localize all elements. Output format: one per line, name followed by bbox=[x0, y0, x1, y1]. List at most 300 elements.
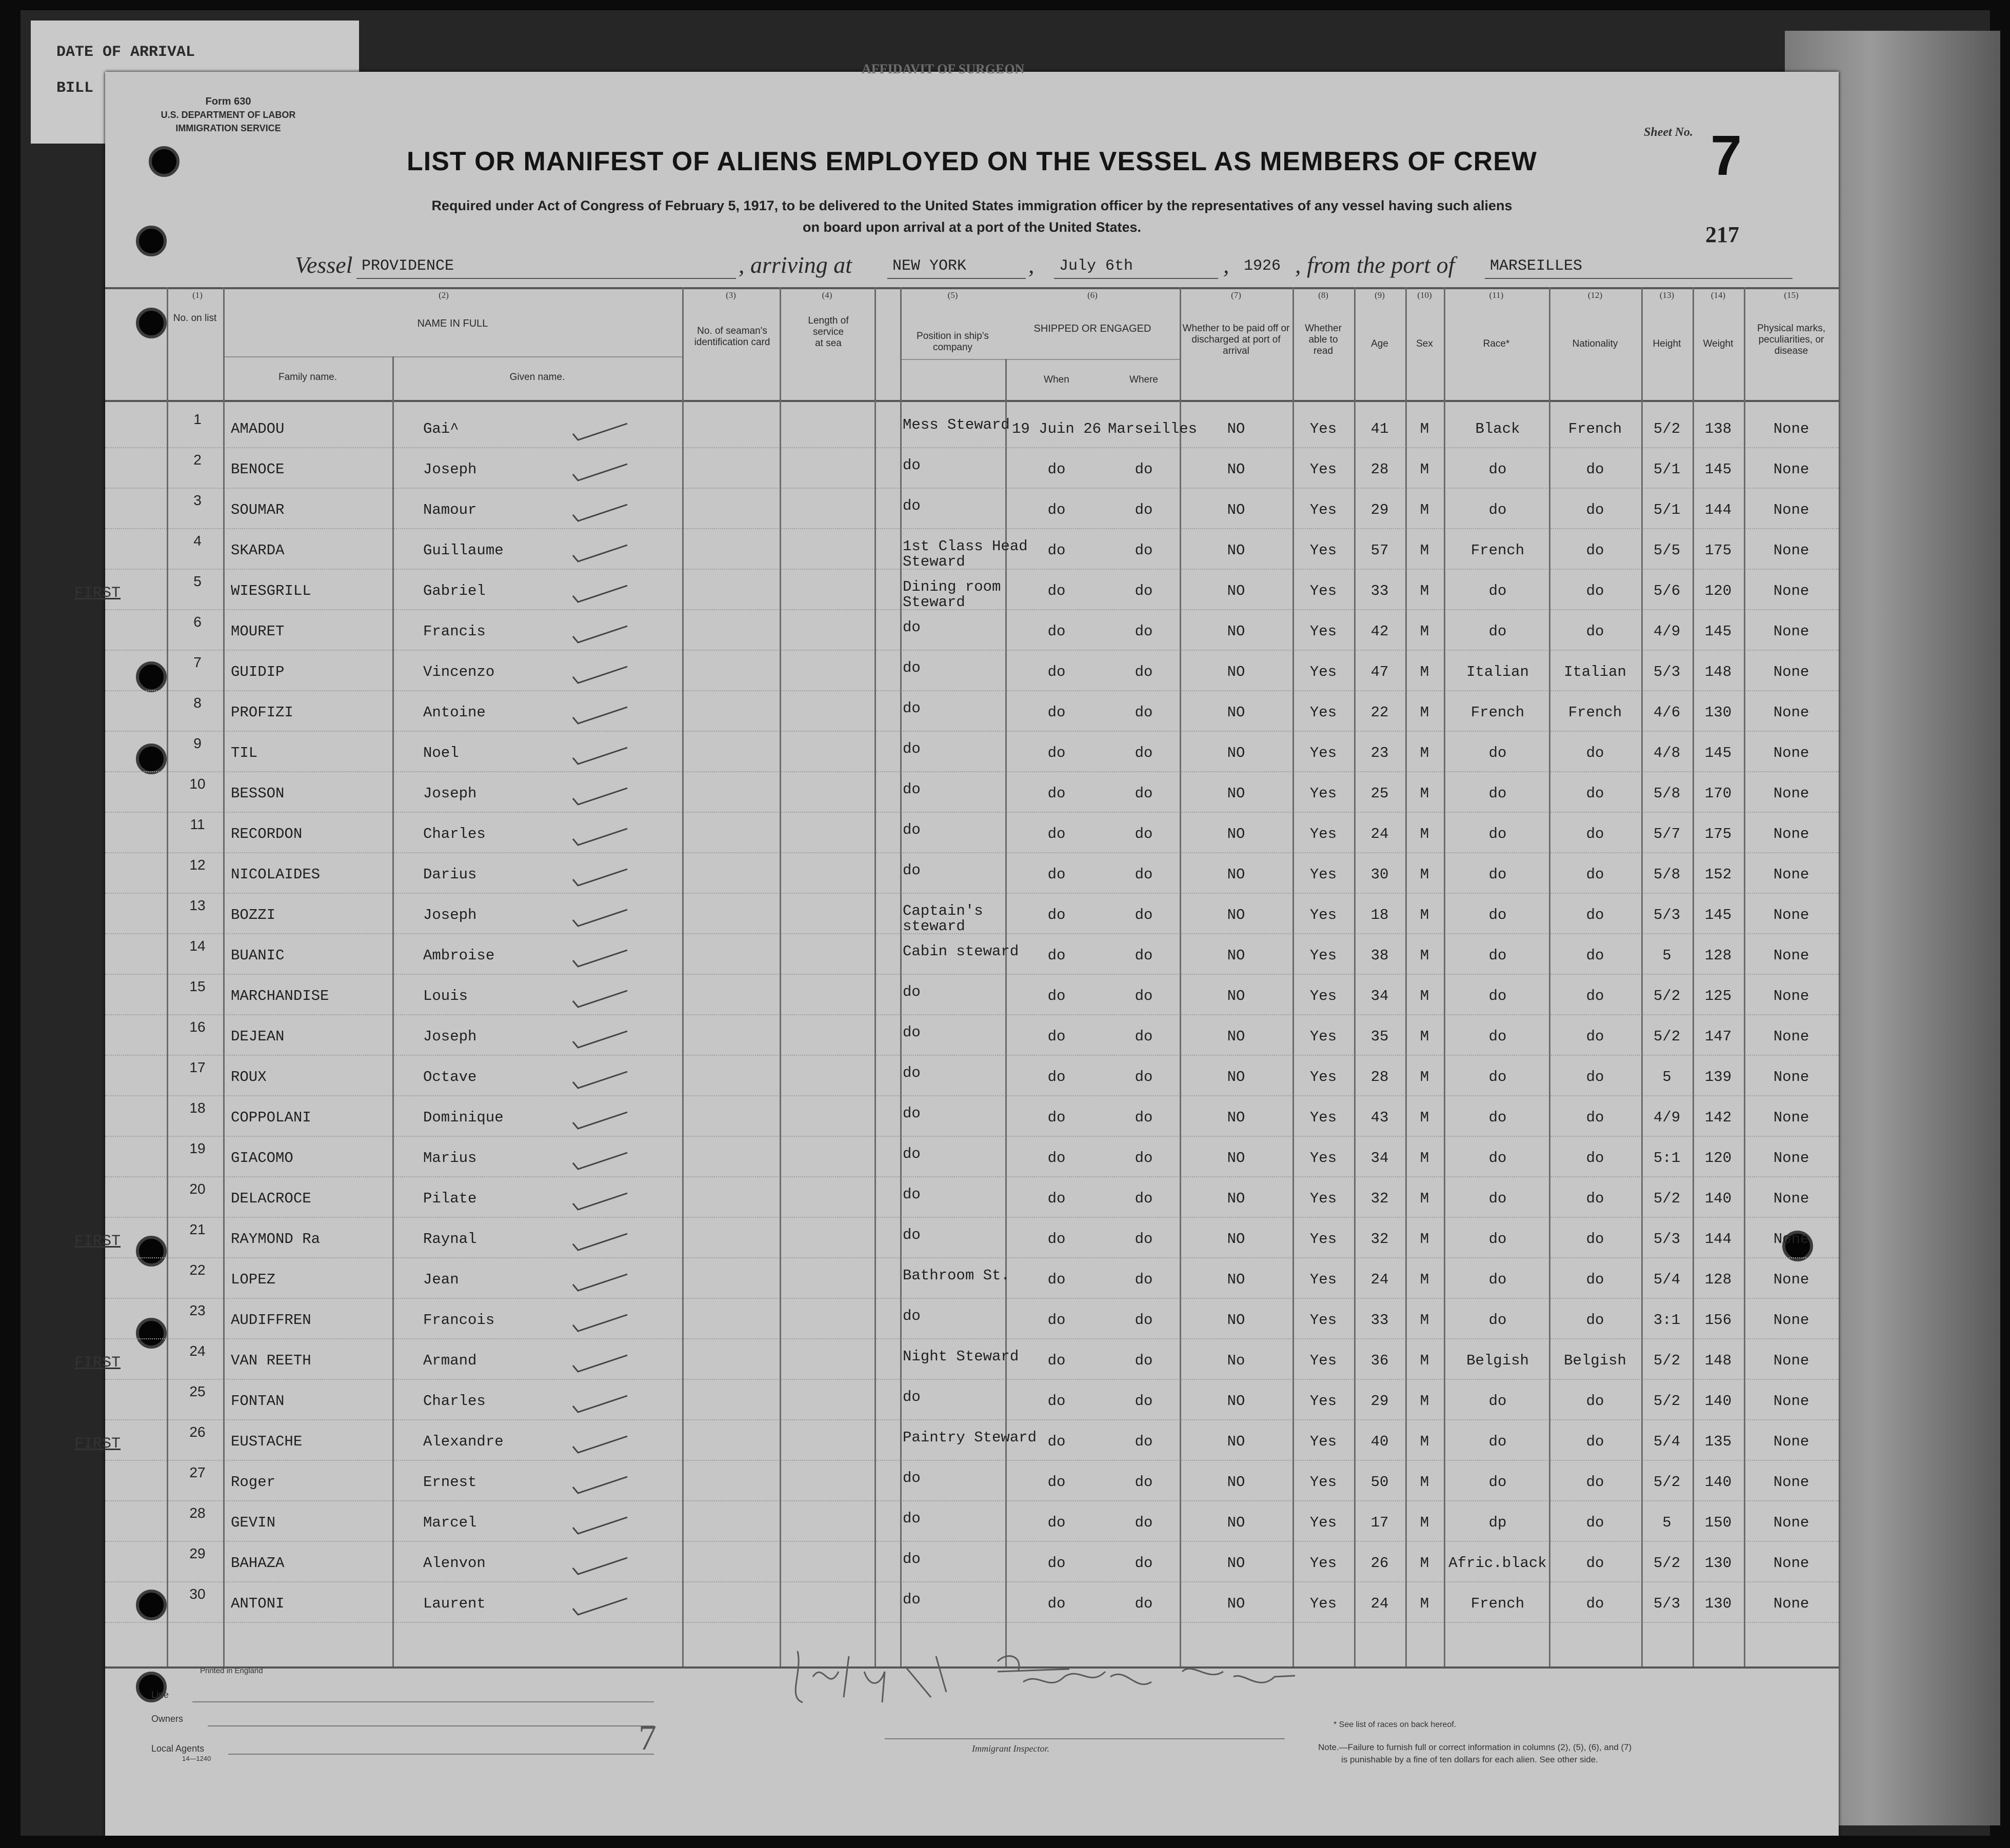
header-weight: Weight bbox=[1703, 338, 1734, 349]
arrival-date: July 6th bbox=[1059, 257, 1133, 275]
checkmark-icon bbox=[571, 1313, 632, 1333]
header-paid-off: Whether to be paid off or discharged at port of arrival bbox=[1182, 323, 1290, 356]
cell-race: do bbox=[1488, 1109, 1507, 1126]
sheet-label: Sheet No. bbox=[1644, 126, 1693, 139]
cell-race: do bbox=[1488, 1028, 1507, 1045]
col-number: (6) bbox=[1087, 290, 1098, 300]
cell-paid: NO bbox=[1227, 1231, 1245, 1248]
cell-paid: NO bbox=[1227, 826, 1245, 842]
col-number: (14) bbox=[1710, 290, 1726, 300]
row-number: 5 bbox=[193, 573, 202, 589]
cell-weight: 170 bbox=[1704, 785, 1732, 802]
cell-weight: 145 bbox=[1704, 623, 1732, 640]
col-number: (10) bbox=[1417, 290, 1432, 300]
cell-nat: do bbox=[1586, 1069, 1604, 1086]
cell-read: Yes bbox=[1309, 1474, 1337, 1491]
agents-rule bbox=[228, 1754, 654, 1755]
checkmark-icon bbox=[571, 665, 632, 685]
row-number: 27 bbox=[189, 1464, 206, 1480]
cell-family: VAN REETH bbox=[231, 1352, 311, 1369]
row-rule bbox=[105, 1581, 1839, 1582]
cell-marks: None bbox=[1773, 745, 1809, 761]
cell-weight: 120 bbox=[1704, 1150, 1732, 1167]
checkmark-icon bbox=[571, 462, 632, 483]
table-rule bbox=[105, 287, 1839, 289]
note-line1: Note.—Failure to furnish full or correct information in columns (2), (5), (6), and (7) bbox=[1318, 1742, 1632, 1752]
cell-marks: None bbox=[1773, 1069, 1809, 1086]
checkmark-icon bbox=[571, 908, 632, 928]
header-age: Age bbox=[1371, 338, 1388, 349]
cell-given: Charles bbox=[423, 1393, 486, 1410]
cell-paid: NO bbox=[1227, 1555, 1245, 1572]
cell-weight: 140 bbox=[1704, 1393, 1732, 1410]
cell-marks: None bbox=[1773, 1595, 1809, 1612]
cell-when: do bbox=[1047, 1028, 1066, 1045]
cell-age: 57 bbox=[1370, 542, 1389, 559]
cell-weight: 128 bbox=[1704, 947, 1732, 964]
owners-rule bbox=[208, 1725, 654, 1726]
cell-read: Yes bbox=[1309, 501, 1337, 518]
cell-sex: M bbox=[1420, 745, 1429, 761]
header-given-name: Given name. bbox=[509, 372, 565, 383]
checkmark-icon bbox=[571, 948, 632, 969]
cell-nat: do bbox=[1586, 582, 1604, 599]
cell-position: Bathroom St. bbox=[903, 1267, 1010, 1284]
cell-marks: None bbox=[1773, 1433, 1809, 1450]
cell-position: do bbox=[903, 457, 921, 474]
cell-read: Yes bbox=[1309, 542, 1337, 559]
cell-weight: 140 bbox=[1704, 1190, 1732, 1207]
cell-paid: NO bbox=[1227, 501, 1245, 518]
col-number: (1) bbox=[192, 290, 203, 300]
checkmark-icon bbox=[571, 1151, 632, 1171]
cell-race: dp bbox=[1488, 1514, 1507, 1531]
voyage-line bbox=[105, 251, 1839, 282]
cell-height: 5/2 bbox=[1653, 1393, 1681, 1410]
cell-sex: M bbox=[1420, 1069, 1429, 1086]
cell-when: do bbox=[1047, 501, 1066, 518]
cell-paid: NO bbox=[1227, 1190, 1245, 1207]
cell-read: Yes bbox=[1309, 745, 1337, 761]
cell-age: 30 bbox=[1370, 866, 1389, 883]
row-number: 22 bbox=[189, 1262, 206, 1278]
cell-where: do bbox=[1135, 1433, 1153, 1450]
cell-age: 34 bbox=[1370, 1150, 1389, 1167]
row-number: 4 bbox=[193, 533, 202, 549]
cell-weight: 120 bbox=[1704, 582, 1732, 599]
row-rule bbox=[105, 1379, 1839, 1380]
cell-given: Guillaume bbox=[423, 542, 504, 559]
cell-nat: do bbox=[1586, 907, 1604, 923]
cell-age: 29 bbox=[1370, 501, 1389, 518]
cell-height: 5/6 bbox=[1653, 582, 1681, 599]
cell-position: do bbox=[903, 983, 921, 1000]
cell-when: do bbox=[1047, 704, 1066, 721]
cell-nat: Belgish bbox=[1564, 1352, 1626, 1369]
cell-nat: do bbox=[1586, 1231, 1604, 1248]
cell-when: do bbox=[1047, 1312, 1066, 1329]
cell-nat: do bbox=[1586, 1514, 1604, 1531]
cell-position: do bbox=[903, 1308, 921, 1324]
cell-marks: None bbox=[1773, 1109, 1809, 1126]
cell-paid: NO bbox=[1227, 461, 1245, 478]
cell-where: do bbox=[1135, 501, 1153, 518]
cell-paid: NO bbox=[1227, 542, 1245, 559]
cell-sex: M bbox=[1420, 582, 1429, 599]
header-nationality: Nationality bbox=[1572, 338, 1618, 349]
cell-given: Joseph bbox=[423, 461, 477, 478]
cell-position: 1st Class Head Steward bbox=[903, 538, 1028, 570]
handwritten-page: 7 bbox=[639, 1718, 656, 1758]
cell-race: do bbox=[1488, 501, 1507, 518]
cell-given: Gai^ bbox=[423, 420, 459, 437]
cell-sex: M bbox=[1420, 1433, 1429, 1450]
row-rule bbox=[105, 812, 1839, 813]
cell-race: do bbox=[1488, 461, 1507, 478]
cell-height: 5/2 bbox=[1653, 1474, 1681, 1491]
cell-age: 17 bbox=[1370, 1514, 1389, 1531]
cell-marks: None bbox=[1773, 1514, 1809, 1531]
row-rule bbox=[105, 650, 1839, 651]
row-number: 8 bbox=[193, 695, 202, 711]
cell-race: do bbox=[1488, 907, 1507, 923]
cell-where: do bbox=[1135, 1231, 1153, 1248]
from-port: MARSEILLES bbox=[1490, 257, 1583, 275]
cell-nat: do bbox=[1586, 1150, 1604, 1167]
cell-age: 24 bbox=[1370, 1595, 1389, 1612]
cell-where: do bbox=[1135, 1514, 1153, 1531]
cell-given: Antoine bbox=[423, 704, 486, 721]
cell-marks: None bbox=[1773, 1312, 1809, 1329]
comma: , bbox=[1028, 252, 1034, 278]
cell-weight: 140 bbox=[1704, 1474, 1732, 1491]
cell-race: French bbox=[1470, 704, 1525, 721]
cell-family: FONTAN bbox=[231, 1393, 285, 1410]
cell-nat: do bbox=[1586, 1271, 1604, 1288]
cell-nat: do bbox=[1586, 745, 1604, 761]
cell-weight: 144 bbox=[1704, 1231, 1732, 1248]
cell-marks: None bbox=[1773, 866, 1809, 883]
cell-sex: M bbox=[1420, 947, 1429, 964]
cell-race: French bbox=[1470, 1595, 1525, 1612]
table-rule bbox=[223, 356, 682, 357]
cell-race: Italian bbox=[1466, 664, 1529, 680]
cell-family: SOUMAR bbox=[231, 501, 285, 518]
cell-height: 4/8 bbox=[1653, 745, 1681, 761]
header-no: No. on list bbox=[173, 313, 217, 324]
row-number: 9 bbox=[193, 735, 202, 751]
cell-family: ANTONI bbox=[231, 1595, 285, 1612]
cell-where: do bbox=[1135, 988, 1153, 1005]
cell-family: LOPEZ bbox=[231, 1271, 276, 1288]
cell-when: do bbox=[1047, 1352, 1066, 1369]
checkmark-icon bbox=[571, 1191, 632, 1212]
cell-paid: No bbox=[1227, 1352, 1245, 1369]
cell-paid: NO bbox=[1227, 1514, 1245, 1531]
cell-where: Marseilles bbox=[1108, 420, 1198, 437]
checkmark-icon bbox=[571, 786, 632, 807]
cell-where: do bbox=[1135, 907, 1153, 923]
cell-marks: None bbox=[1773, 501, 1809, 518]
cell-height: 5/4 bbox=[1653, 1271, 1681, 1288]
checkmark-icon bbox=[571, 1515, 632, 1536]
row-rule bbox=[105, 1298, 1839, 1299]
col-rule bbox=[1549, 287, 1550, 1666]
cell-sex: M bbox=[1420, 1352, 1429, 1369]
row-number: 29 bbox=[189, 1545, 206, 1561]
col-rule bbox=[1744, 287, 1745, 1666]
cell-nat: do bbox=[1586, 542, 1604, 559]
cell-where: do bbox=[1135, 1312, 1153, 1329]
service: IMMIGRATION SERVICE bbox=[175, 123, 281, 133]
cell-position: do bbox=[903, 740, 921, 757]
cell-family: MOURET bbox=[231, 623, 285, 640]
inspector-rule bbox=[885, 1738, 1285, 1739]
cell-age: 28 bbox=[1370, 1069, 1389, 1086]
row-rule bbox=[105, 974, 1839, 975]
cell-race: do bbox=[1488, 1312, 1507, 1329]
cell-height: 5/4 bbox=[1653, 1433, 1681, 1450]
cell-family: AUDIFFREN bbox=[231, 1312, 311, 1329]
cell-nat: do bbox=[1586, 826, 1604, 842]
cell-race: do bbox=[1488, 1150, 1507, 1167]
checkmark-icon bbox=[571, 705, 632, 726]
page-title: LIST OR MANIFEST OF ALIENS EMPLOYED ON THE VESSEL AS MEMBERS OF CREW bbox=[407, 147, 1537, 176]
cell-read: Yes bbox=[1309, 461, 1337, 478]
cell-age: 24 bbox=[1370, 826, 1389, 842]
cell-where: do bbox=[1135, 866, 1153, 883]
cell-marks: None bbox=[1773, 1231, 1809, 1248]
checkmark-icon bbox=[571, 827, 632, 847]
cell-where: do bbox=[1135, 1352, 1153, 1369]
cell-weight: 150 bbox=[1704, 1514, 1732, 1531]
cell-when: do bbox=[1047, 1109, 1066, 1126]
checkmark-icon bbox=[571, 1110, 632, 1131]
cell-nat: do bbox=[1586, 1190, 1604, 1207]
cell-where: do bbox=[1135, 664, 1153, 680]
cell-read: Yes bbox=[1309, 1352, 1337, 1369]
cell-nat: do bbox=[1586, 1595, 1604, 1612]
cell-family: RAYMOND Ra bbox=[231, 1231, 321, 1248]
vessel-label: Vessel bbox=[295, 252, 353, 278]
cell-where: do bbox=[1135, 947, 1153, 964]
cell-nat: French bbox=[1568, 704, 1622, 721]
cell-weight: 147 bbox=[1704, 1028, 1732, 1045]
cell-age: 33 bbox=[1370, 1312, 1389, 1329]
cell-when: do bbox=[1047, 785, 1066, 802]
cell-when: do bbox=[1047, 947, 1066, 964]
cell-where: do bbox=[1135, 1109, 1153, 1126]
stub-line1: DATE OF ARRIVAL bbox=[56, 44, 195, 61]
checkmark-icon bbox=[571, 1596, 632, 1617]
cell-sex: M bbox=[1420, 1312, 1429, 1329]
row-number: 30 bbox=[189, 1586, 206, 1602]
col-rule bbox=[874, 287, 876, 1666]
row-number: 1 bbox=[193, 411, 202, 427]
cell-where: do bbox=[1135, 1069, 1153, 1086]
cell-race: do bbox=[1488, 1393, 1507, 1410]
cell-family: GEVIN bbox=[231, 1514, 276, 1531]
cell-nat: do bbox=[1586, 1028, 1604, 1045]
row-number: 11 bbox=[190, 816, 205, 832]
col-rule bbox=[1180, 287, 1181, 1666]
cell-age: 33 bbox=[1370, 582, 1389, 599]
cell-when: do bbox=[1047, 988, 1066, 1005]
col-number: (13) bbox=[1659, 290, 1675, 300]
cell-read: Yes bbox=[1309, 1514, 1337, 1531]
cell-nat: do bbox=[1586, 1474, 1604, 1491]
row-rule bbox=[105, 1095, 1839, 1096]
header-race: Race* bbox=[1483, 338, 1510, 349]
cell-family: BAHAZA bbox=[231, 1555, 285, 1572]
cell-height: 5 bbox=[1662, 947, 1671, 964]
cell-sex: M bbox=[1420, 1393, 1429, 1410]
row-rule bbox=[105, 771, 1839, 772]
arriving-port: NEW YORK bbox=[892, 257, 967, 275]
cell-paid: NO bbox=[1227, 785, 1245, 802]
cell-sex: M bbox=[1420, 501, 1429, 518]
cell-position: do bbox=[903, 1551, 921, 1568]
owners-label: Owners bbox=[151, 1714, 184, 1724]
cell-race: do bbox=[1488, 582, 1507, 599]
cell-race: do bbox=[1488, 785, 1507, 802]
header-family-name: Family name. bbox=[278, 372, 337, 383]
cell-weight: 145 bbox=[1704, 907, 1732, 923]
cell-where: do bbox=[1135, 1555, 1153, 1572]
cell-marks: None bbox=[1773, 1271, 1809, 1288]
cell-when: do bbox=[1047, 1190, 1066, 1207]
cell-nat: do bbox=[1586, 461, 1604, 478]
cell-sex: M bbox=[1420, 1514, 1429, 1531]
cell-nat: do bbox=[1586, 988, 1604, 1005]
cell-marks: None bbox=[1773, 1352, 1809, 1369]
row-rule bbox=[105, 1055, 1839, 1056]
row-number: 25 bbox=[189, 1383, 206, 1399]
cell-position: do bbox=[903, 862, 921, 879]
cell-sex: M bbox=[1420, 907, 1429, 923]
cell-race: do bbox=[1488, 1069, 1507, 1086]
cell-age: 36 bbox=[1370, 1352, 1389, 1369]
cell-when: do bbox=[1047, 907, 1066, 923]
cell-marks: None bbox=[1773, 785, 1809, 802]
col-rule bbox=[1292, 287, 1294, 1666]
cell-given: Jean bbox=[423, 1271, 459, 1288]
cell-age: 40 bbox=[1370, 1433, 1389, 1450]
cell-age: 34 bbox=[1370, 988, 1389, 1005]
row-number: 17 bbox=[189, 1059, 206, 1075]
cell-family: ROUX bbox=[231, 1069, 267, 1086]
cell-sex: M bbox=[1420, 623, 1429, 640]
rule bbox=[356, 278, 736, 279]
cell-where: do bbox=[1135, 1474, 1153, 1491]
cell-height: 5/2 bbox=[1653, 1555, 1681, 1572]
header-height: Height bbox=[1653, 338, 1681, 349]
cell-weight: 130 bbox=[1704, 704, 1732, 721]
cell-family: GUIDIP bbox=[231, 664, 285, 680]
subtitle-line2: on board upon arrival at a port of the United States. bbox=[802, 219, 1142, 235]
col-rule bbox=[1641, 287, 1643, 1666]
cell-position: do bbox=[903, 1105, 921, 1122]
cell-marks: None bbox=[1773, 664, 1809, 680]
row-number: 13 bbox=[189, 897, 206, 913]
cell-race: do bbox=[1488, 1474, 1507, 1491]
col-number: (5) bbox=[947, 290, 958, 300]
cell-when: do bbox=[1047, 1231, 1066, 1248]
cell-race: do bbox=[1488, 1231, 1507, 1248]
cell-race: do bbox=[1488, 988, 1507, 1005]
cell-paid: NO bbox=[1227, 582, 1245, 599]
cell-when: do bbox=[1047, 623, 1066, 640]
cell-when: do bbox=[1047, 1150, 1066, 1167]
row-number: 21 bbox=[189, 1221, 206, 1237]
row-rule bbox=[105, 1176, 1839, 1177]
cell-read: Yes bbox=[1309, 664, 1337, 680]
row-number: 6 bbox=[193, 614, 202, 630]
cell-family: GIACOMO bbox=[231, 1150, 293, 1167]
cell-marks: None bbox=[1773, 542, 1809, 559]
cell-height: 5/2 bbox=[1653, 1028, 1681, 1045]
cell-sex: M bbox=[1420, 785, 1429, 802]
cell-when: do bbox=[1047, 1514, 1066, 1531]
cell-height: 5/3 bbox=[1653, 1595, 1681, 1612]
stamp-number: 217 bbox=[1705, 222, 1739, 247]
underlying-heading: AFFIDAVIT OF SURGEON bbox=[862, 62, 1025, 76]
checkmark-icon bbox=[571, 421, 632, 442]
cell-race: do bbox=[1488, 826, 1507, 842]
cell-where: do bbox=[1135, 1028, 1153, 1045]
page-subtitle bbox=[326, 195, 1618, 238]
cell-race: do bbox=[1488, 866, 1507, 883]
cell-race: do bbox=[1488, 745, 1507, 761]
col-rule bbox=[1354, 287, 1356, 1666]
header-where: Where bbox=[1129, 374, 1158, 385]
cell-family: Roger bbox=[231, 1474, 276, 1491]
row-number: 20 bbox=[189, 1181, 206, 1197]
cell-given: Pilate bbox=[423, 1190, 477, 1207]
cell-age: 28 bbox=[1370, 461, 1389, 478]
cell-family: NICOLAIDES bbox=[231, 866, 321, 883]
cell-read: Yes bbox=[1309, 623, 1337, 640]
cell-family: PROFIZI bbox=[231, 704, 293, 721]
cell-position: do bbox=[903, 1227, 921, 1243]
cell-nat: do bbox=[1586, 785, 1604, 802]
row-number: 24 bbox=[189, 1343, 206, 1359]
header-sex: Sex bbox=[1416, 338, 1433, 349]
checkmark-icon bbox=[571, 746, 632, 766]
cell-position: do bbox=[903, 1510, 921, 1527]
cell-sex: M bbox=[1420, 1231, 1429, 1248]
row-rule bbox=[105, 1136, 1839, 1137]
cell-nat: do bbox=[1586, 866, 1604, 883]
subtitle-line1: Required under Act of Congress of February 5, 1917, to be delivered to the United States immigration officer by the representatives of any vessel having such aliens bbox=[431, 198, 1513, 213]
cell-height: 5/7 bbox=[1653, 826, 1681, 842]
cell-position: do bbox=[903, 1064, 921, 1081]
cell-paid: NO bbox=[1227, 907, 1245, 923]
cell-family: SKARDA bbox=[231, 542, 285, 559]
cell-when: do bbox=[1047, 1555, 1066, 1572]
cell-family: DEJEAN bbox=[231, 1028, 285, 1045]
cell-weight: 144 bbox=[1704, 501, 1732, 518]
cell-position: do bbox=[903, 1470, 921, 1487]
stub-line2: BILL bbox=[56, 79, 94, 97]
cell-read: Yes bbox=[1309, 704, 1337, 721]
row-number: 3 bbox=[193, 492, 202, 508]
cell-when: do bbox=[1047, 1474, 1066, 1491]
checkmark-icon bbox=[571, 1353, 632, 1374]
cell-when: do bbox=[1047, 1069, 1066, 1086]
cell-sex: M bbox=[1420, 1555, 1429, 1572]
cell-given: Ernest bbox=[423, 1474, 477, 1491]
